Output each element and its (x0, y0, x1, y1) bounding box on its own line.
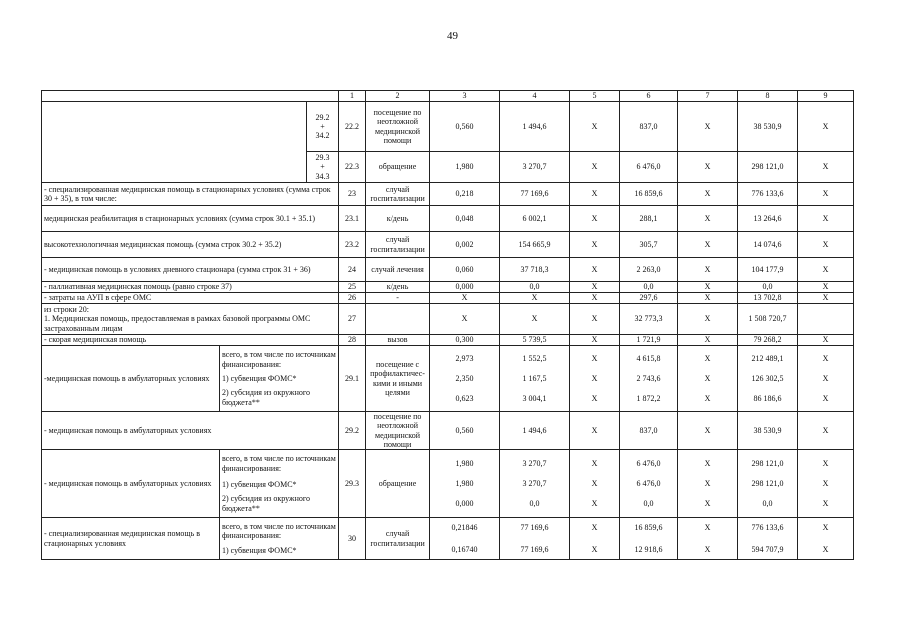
value-cell: X (678, 232, 738, 258)
value-cell: 0,21846 (451, 522, 478, 532)
value-cell: 3 004,1 (522, 393, 547, 403)
table-row (42, 258, 854, 282)
value-cell: X (822, 458, 829, 468)
table-row (42, 335, 854, 346)
value-cell: 0,623 (455, 393, 474, 403)
value-cell: X (570, 206, 620, 232)
value-cell: 77 169,6 (500, 183, 570, 206)
unit-cell (366, 304, 430, 335)
value-cell: 297,6 (620, 293, 678, 304)
unit-cell: посещение с профилактичес-кими и иными целями (366, 346, 430, 412)
value-cell: X (704, 544, 711, 554)
value-cell: X (591, 478, 598, 488)
value-cell: X (678, 335, 738, 346)
value-cell: 1,980 (455, 458, 474, 468)
value-cell: X (570, 183, 620, 206)
code-cell: 27 (339, 304, 366, 335)
financing-table (41, 90, 854, 560)
sub-label: всего, в том числе по источникам финансирования: (222, 350, 336, 369)
value-cell: 4 615,8 (636, 353, 661, 363)
row-label: - скорая медицинская помощь (42, 335, 339, 346)
unit-cell: случай госпитализации (366, 183, 430, 206)
col-header-4: 4 (500, 91, 570, 102)
unit-cell: к/день (366, 206, 430, 232)
col-header-7: 7 (678, 91, 738, 102)
code-cell: 23.2 (339, 232, 366, 258)
code-cell: 29.2 (339, 412, 366, 450)
value-cell: 298 121,0 (751, 478, 784, 488)
value-cell: 6 476,0 (620, 152, 678, 183)
sub-label: 1) субвенция ФОМС* (222, 480, 297, 490)
value-cell: 86 186,6 (753, 393, 782, 403)
value-cell: 0,000 (455, 498, 474, 508)
value-cell: X (822, 373, 829, 383)
row-label: - медицинская помощь в условиях дневного стационара (сумма строк 31 + 36) (42, 258, 339, 282)
unit-cell: случай лечения (366, 258, 430, 282)
table-row (42, 346, 854, 412)
value-cell: 305,7 (620, 232, 678, 258)
value-cell: 776 133,6 (738, 183, 798, 206)
value-cell: 2,350 (455, 373, 474, 383)
value-cell: X (704, 373, 711, 383)
table-row (42, 282, 854, 293)
table-row (42, 206, 854, 232)
value-cell: X (704, 353, 711, 363)
col-header-9: 9 (798, 91, 854, 102)
value-cell: X (678, 206, 738, 232)
col-header-2: 2 (366, 91, 430, 102)
value-cell: X (678, 304, 738, 335)
table-row (42, 102, 854, 152)
value-cell: 16 859,6 (634, 522, 663, 532)
value-cell: 6 476,0 (636, 478, 661, 488)
unit-cell: случай госпитализации (366, 518, 430, 560)
value-cell: X (704, 498, 711, 508)
value-cell: X (798, 412, 854, 450)
value-cell: X (704, 478, 711, 488)
value-cell: 0,060 (430, 258, 500, 282)
value-cell: X (570, 293, 620, 304)
unit-cell: посещение по неотложной медицинской помощи (366, 412, 430, 450)
value-cell (798, 304, 854, 335)
row-label: медицинская реабилитация в стационарных условиях (сумма строк 30.1 + 35.1) (42, 206, 339, 232)
value-cell: X (822, 544, 829, 554)
value-cell: 1 552,5 (522, 353, 547, 363)
value-cell: 837,0 (620, 412, 678, 450)
value-cell: X (500, 293, 570, 304)
value-cell: X (704, 458, 711, 468)
value-cell: 776 133,6 (751, 522, 784, 532)
value-cell: 0,0 (620, 282, 678, 293)
value-cell: 79 268,2 (738, 335, 798, 346)
value-cell: 1 494,6 (500, 102, 570, 152)
table-row (42, 450, 854, 518)
row-label: - затраты на АУП в сфере ОМС (42, 293, 339, 304)
value-cell: 0,0 (500, 282, 570, 293)
unit-cell: к/день (366, 282, 430, 293)
value-cell: 154 665,9 (500, 232, 570, 258)
value-cell: 0,560 (430, 412, 500, 450)
value-cell: 13 702,8 (738, 293, 798, 304)
value-cell: X (591, 544, 598, 554)
value-cell: 1,980 (455, 478, 474, 488)
value-cell: X (678, 258, 738, 282)
value-cell: X (678, 412, 738, 450)
value-cell: 0,16740 (451, 544, 478, 554)
value-cell: X (798, 258, 854, 282)
value-cell: 0,560 (430, 102, 500, 152)
table-row (42, 304, 854, 335)
value-cell: 32 773,3 (620, 304, 678, 335)
sub-label: 1) субвенция ФОМС* (222, 545, 297, 555)
code-cell: 26 (339, 293, 366, 304)
value-cell: 37 718,3 (500, 258, 570, 282)
value-cell: 298 121,0 (738, 152, 798, 183)
value-cell: 0,0 (643, 498, 654, 508)
value-cell: 288,1 (620, 206, 678, 232)
value-cell: 3 270,7 (500, 152, 570, 183)
value-cell: 1 872,2 (636, 393, 661, 403)
value-cell: X (678, 102, 738, 152)
value-cell: X (591, 393, 598, 403)
row-label: -медицинская помощь в амбулаторных условиях (42, 346, 220, 412)
value-cell: X (678, 183, 738, 206)
row-label: - медицинская помощь в амбулаторных условиях (42, 450, 220, 518)
col-header-6: 6 (620, 91, 678, 102)
value-cell: 14 074,6 (738, 232, 798, 258)
value-cell: 0,002 (430, 232, 500, 258)
value-cell: 13 264,6 (738, 206, 798, 232)
value-cell: 3 270,7 (522, 478, 547, 488)
value-cell: X (704, 522, 711, 532)
value-cell: X (570, 102, 620, 152)
value-cell: 1 494,6 (500, 412, 570, 450)
ref-cell: 29.2 + 34.2 (307, 102, 339, 152)
value-cell: 2,973 (455, 353, 474, 363)
value-cell: X (798, 102, 854, 152)
header-row (42, 91, 854, 102)
value-cell: 77 169,6 (520, 544, 549, 554)
value-cell: X (822, 522, 829, 532)
sub-label: всего, в том числе по источникам финансирования: (222, 521, 336, 541)
value-cell: X (704, 393, 711, 403)
col-header-3: 3 (430, 91, 500, 102)
value-cell: X (570, 258, 620, 282)
value-cell: X (798, 152, 854, 183)
value-cell: X (570, 304, 620, 335)
value-cell: 16 859,6 (620, 183, 678, 206)
value-cell: X (591, 373, 598, 383)
value-cell: X (822, 393, 829, 403)
value-cell: 0,0 (529, 498, 540, 508)
code-cell: 23.1 (339, 206, 366, 232)
value-cell: 0,000 (430, 282, 500, 293)
value-cell: X (500, 304, 570, 335)
table-row (42, 412, 854, 450)
value-cell: X (570, 412, 620, 450)
code-cell: 22.3 (339, 152, 366, 183)
value-cell: 0,0 (762, 498, 773, 508)
ref-cell: 29.3 + 34.3 (307, 152, 339, 183)
value-cell: 77 169,6 (520, 522, 549, 532)
unit-cell: обращение (366, 450, 430, 518)
unit-cell: - (366, 293, 430, 304)
value-cell: 12 918,6 (634, 544, 663, 554)
row-label: - специализированная медицинская помощь в стационарных условиях (42, 518, 220, 560)
table-row (42, 518, 854, 560)
code-cell: 23 (339, 183, 366, 206)
value-cell: 1,980 (430, 152, 500, 183)
value-cell: X (822, 353, 829, 363)
value-cell: 298 121,0 (751, 458, 784, 468)
row-label: из строки 20: 1. Медицинская помощь, предоставляемая в рамках базовой программы ОМС застрахованным лицам (42, 304, 339, 335)
row-label: - медицинская помощь в амбулаторных условиях (42, 412, 339, 450)
sub-label: 2) субсидия из окружного бюджета** (222, 388, 310, 407)
value-cell: 0,300 (430, 335, 500, 346)
value-cell: 2 743,6 (636, 373, 661, 383)
value-cell: 126 302,5 (751, 373, 784, 383)
value-cell: 0,048 (430, 206, 500, 232)
col-header-1: 1 (339, 91, 366, 102)
value-cell: X (798, 293, 854, 304)
value-cell: X (591, 498, 598, 508)
unit-cell: посещение по неотложной медицинской помощи (366, 102, 430, 152)
code-cell: 29.1 (339, 346, 366, 412)
col-header-5: 5 (570, 91, 620, 102)
value-cell: 837,0 (620, 102, 678, 152)
value-cell: X (678, 152, 738, 183)
row-label: высокотехнологичная медицинская помощь (сумма строк 30.2 + 35.2) (42, 232, 339, 258)
code-cell: 29.3 (339, 450, 366, 518)
sub-label: 2) субсидия из окружного бюджета** (222, 494, 310, 513)
code-cell: 28 (339, 335, 366, 346)
code-cell: 22.2 (339, 102, 366, 152)
row-label: - специализированная медицинская помощь в стационарных условиях (сумма строк 30 + 35), в том числе: (42, 183, 339, 206)
value-cell: X (430, 293, 500, 304)
value-cell: X (570, 282, 620, 293)
value-cell: X (570, 335, 620, 346)
code-cell: 30 (339, 518, 366, 560)
value-cell: 0,218 (430, 183, 500, 206)
code-cell: 25 (339, 282, 366, 293)
value-cell: X (822, 478, 829, 488)
value-cell: 1 167,5 (522, 373, 547, 383)
unit-cell: вызов (366, 335, 430, 346)
value-cell: 6 002,1 (500, 206, 570, 232)
value-cell: X (678, 293, 738, 304)
value-cell: X (798, 206, 854, 232)
value-cell: 1 508 720,7 (738, 304, 798, 335)
table-row (42, 293, 854, 304)
value-cell: 0,0 (738, 282, 798, 293)
value-cell: 104 177,9 (738, 258, 798, 282)
code-cell: 24 (339, 258, 366, 282)
value-cell: 38 530,9 (738, 412, 798, 450)
value-cell: X (430, 304, 500, 335)
unit-cell: обращение (366, 152, 430, 183)
table-row (42, 232, 854, 258)
value-cell: X (798, 282, 854, 293)
row-label: - паллиативная медицинская помощь (равно строке 37) (42, 282, 339, 293)
unit-cell: случай госпитализации (366, 232, 430, 258)
value-cell: 594 707,9 (751, 544, 784, 554)
value-cell: X (678, 282, 738, 293)
value-cell: 1 721,9 (620, 335, 678, 346)
value-cell: X (591, 353, 598, 363)
table-row (42, 183, 854, 206)
value-cell: X (798, 335, 854, 346)
sub-label: всего, в том числе по источникам финансирования: (222, 454, 336, 473)
page-number: 49 (447, 30, 458, 42)
sub-label: 1) субвенция ФОМС* (222, 374, 297, 384)
value-cell: X (591, 458, 598, 468)
value-cell: X (570, 232, 620, 258)
value-cell: 2 263,0 (620, 258, 678, 282)
value-cell: X (591, 522, 598, 532)
value-cell: 5 739,5 (500, 335, 570, 346)
value-cell: 38 530,9 (738, 102, 798, 152)
value-cell: X (822, 498, 829, 508)
col-header-8: 8 (738, 91, 798, 102)
value-cell: 212 489,1 (751, 353, 784, 363)
value-cell: X (570, 152, 620, 183)
value-cell: X (798, 183, 854, 206)
value-cell: 6 476,0 (636, 458, 661, 468)
value-cell: 3 270,7 (522, 458, 547, 468)
value-cell: X (798, 232, 854, 258)
